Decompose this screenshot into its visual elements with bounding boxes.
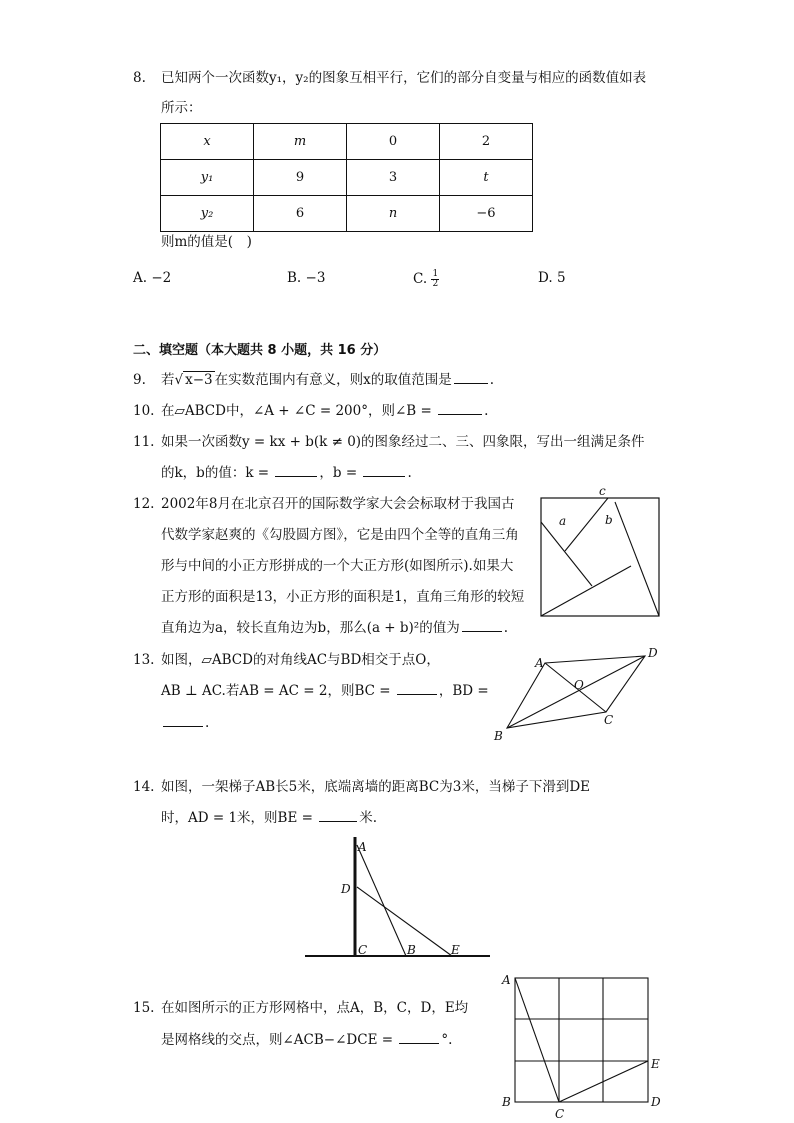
table-cell: 2 xyxy=(440,124,533,160)
answer-blank[interactable] xyxy=(319,808,357,822)
option-c[interactable]: C. $\frac{1}{2}$ xyxy=(413,269,439,289)
table-cell: 3 xyxy=(347,160,440,196)
answer-blank[interactable] xyxy=(399,1030,439,1044)
svg-text:C: C xyxy=(604,713,614,727)
option-a[interactable]: A. −2 xyxy=(133,270,172,286)
option-d[interactable]: D. 5 xyxy=(538,270,566,286)
svg-text:D: D xyxy=(648,646,658,660)
answer-blank-bd[interactable] xyxy=(163,713,203,727)
svg-text:D: D xyxy=(651,1095,661,1109)
svg-text:E: E xyxy=(651,1057,660,1071)
answer-blank-k[interactable] xyxy=(275,463,317,477)
parallelogram-diagram xyxy=(490,640,665,750)
ladder-diagram xyxy=(300,835,495,965)
table-cell: −6 xyxy=(440,196,533,232)
table-row xyxy=(161,124,533,160)
fraction: $\frac{1}{2}$ xyxy=(432,269,439,289)
svg-text:B: B xyxy=(502,1095,511,1109)
table-cell: 6 xyxy=(254,196,347,232)
answer-blank[interactable] xyxy=(462,618,502,632)
option-b[interactable]: B. −3 xyxy=(287,270,326,286)
table-cell: 9 xyxy=(254,160,347,196)
question-number: 8. xyxy=(133,70,146,86)
svg-text:E: E xyxy=(451,943,460,957)
svg-text:B: B xyxy=(407,943,416,957)
table-row xyxy=(161,196,533,232)
svg-text:D: D xyxy=(341,882,351,896)
value-table xyxy=(160,123,533,232)
svg-text:A: A xyxy=(502,973,511,987)
svg-text:A: A xyxy=(358,840,367,854)
table-cell: x xyxy=(161,124,254,160)
grid-diagram xyxy=(495,968,665,1122)
question-prompt: 则m的值是( ) xyxy=(161,234,252,250)
question-text-line1: 已知两个一次函数y₁，y₂的图象互相平行，它们的部分自变量与相应的函数值如表 xyxy=(161,70,647,86)
svg-text:b: b xyxy=(605,513,613,527)
table-cell: y₂ xyxy=(161,196,254,232)
table-cell: 0 xyxy=(347,124,440,160)
table-row xyxy=(161,160,533,196)
svg-text:C: C xyxy=(358,943,368,957)
svg-text:C: C xyxy=(555,1107,565,1121)
svg-text:a: a xyxy=(559,514,567,528)
table-cell: y₁ xyxy=(161,160,254,196)
table-cell: n xyxy=(347,196,440,232)
answer-blank[interactable] xyxy=(454,370,488,384)
zhao-shuang-diagram xyxy=(535,482,665,622)
question-text-line2: 所示： xyxy=(161,100,202,116)
svg-text:O: O xyxy=(574,678,584,692)
svg-text:B: B xyxy=(494,729,503,743)
radicand: x−3 xyxy=(185,372,213,388)
svg-text:A: A xyxy=(535,656,544,670)
section-title: 二、填空题（本大题共 8 小题，共 16 分） xyxy=(133,343,387,358)
answer-blank[interactable] xyxy=(438,401,482,415)
table-cell: t xyxy=(440,160,533,196)
answer-blank-b[interactable] xyxy=(363,463,405,477)
table-cell: m xyxy=(254,124,347,160)
svg-text:c: c xyxy=(599,484,606,498)
answer-blank-bc[interactable] xyxy=(397,681,437,695)
